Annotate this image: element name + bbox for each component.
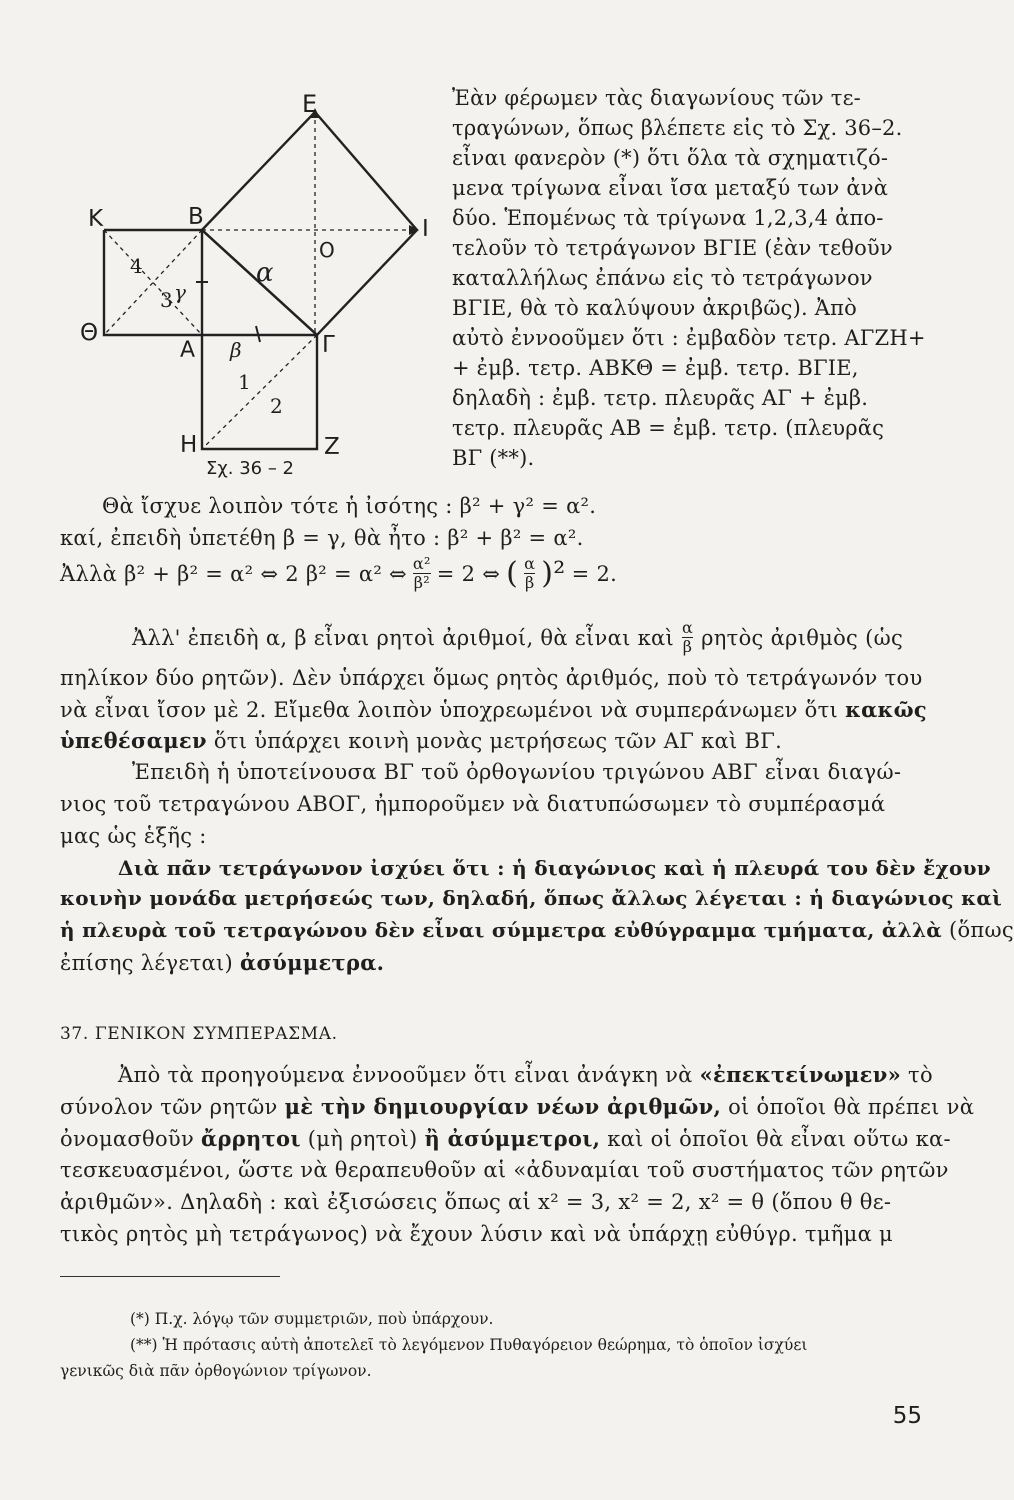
section-text [60,1062,975,1262]
label-h: Η [180,432,198,458]
text-line: καταλλήλως ἐπάνω εἰς τὸ τετράγωνον [452,266,873,290]
label-region-1: 1 [238,370,251,394]
footnote-3: γενικῶς διὰ πᾶν ὀρθογώνιον τρίγωνον. [60,1362,372,1380]
equation-3-end: = 2. [571,561,618,586]
left-paren: ( [506,556,519,592]
diagonal-g-h [202,335,317,449]
label-region-2: 2 [270,394,283,418]
figure-caption: Σχ. 36 – 2 [206,458,295,479]
fraction-numerator: α² [412,554,431,573]
fraction-alpha-beta [682,620,693,656]
equation-3-mid: = 2 ⇔ [436,561,501,586]
bold-segment: κακῶς [845,697,927,722]
bold-segment: ἢ ἀσύμμετροι, [424,1126,601,1151]
body-line-4 [60,728,782,753]
text-segment: ὀνομασθοῦν [60,1127,195,1151]
bold-segment: ὑπεθέσαμεν [60,728,207,753]
text-line: Ἐὰν φέρωμεν τὰς διαγωνίους τῶν τε- [452,86,861,110]
body-line-11 [60,950,384,975]
fraction-denominator: β² [413,572,430,592]
bold-segment: ἄρρητοι [201,1126,301,1151]
body-line-8: Διὰ πᾶν τετράγωνον ἰσχύει ὅτι : ἡ διαγώνιος καὶ ἡ πλευρά του δὲν ἔχουν [118,856,991,880]
section-line-1 [118,1062,933,1087]
label-e: Ε [302,90,318,118]
text-line: δύο. Ἑπομένως τὰ τρίγωνα 1,2,3,4 ἀπο- [452,206,884,230]
text-segment: νὰ εἶναι ἴσον μὲ 2. Εἴμεθα λοιπὸν ὑποχρεωμένοι νὰ συμπεράνωμεν ὅτι [60,698,839,722]
fraction-alpha-beta [524,556,535,592]
text-line: τραγώνων, ὅπως βλέπετε εἰς τὸ Σχ. 36–2. [452,116,903,140]
text-line: εἶναι φανερὸν (*) ὅτι ὅλα τὰ σχηματιζό- [452,146,889,170]
body-line-10 [60,918,1014,942]
fraction-denominator: β [524,572,535,592]
text-segment: ἐπίσης λέγεται) [60,951,234,975]
text-segment: (μὴ ρητοὶ) [307,1127,418,1151]
label-o: Ο [319,238,335,262]
label-alpha: α [256,258,274,288]
text-line: τελοῦν τὸ τετράγωνον ΒΓΙΕ (ἐὰν τεθοῦν [452,236,893,260]
label-g: Γ [322,332,335,358]
right-column-text [452,86,932,486]
body-line-2: πηλίκον δύο ρητῶν). Δὲν ὑπάρχει ὅμως ρητὸς ἀριθμός, ποὺ τὸ τετράγωνόν του [60,666,923,690]
section-line-3 [60,1126,951,1151]
equations-block [60,494,940,604]
label-b: Β [188,204,204,230]
label-gamma: γ [174,280,186,304]
equation-3-start: Ἀλλὰ β² + β² = α² ⇔ 2 β² = α² ⇔ [60,561,407,586]
equation-3 [60,556,617,592]
text-segment: οἱ ὁποῖοι θὰ πρέπει νὰ [728,1095,975,1119]
label-i: Ι [422,216,429,242]
text-line: ΒΓΙΕ, θὰ τὸ καλύψουν ἀκριβῶς). Ἀπὸ [452,296,857,320]
section-line-6: τικὸς ρητὸς μὴ τετράγωνος) νὰ ἔχουν λύσιν καὶ νὰ ὑπάρχῃ εὐθύγρ. τμῆμα μ [60,1222,894,1246]
bold-segment: «ἐπεκτείνωμεν» [699,1062,902,1087]
bold-segment: μὲ τὴν δημιουργίαν νέων ἀριθμῶν, [284,1094,722,1119]
text-line: + ἐμβ. τετρ. ΑΒΚΘ = ἐμβ. τετρ. ΒΓΙΕ, [452,356,859,380]
body-line-6: νιος τοῦ τετραγώνου ΑΒΟΓ, ἠμποροῦμεν νὰ διατυπώσωμεν τὸ συμπέρασμά [60,792,886,816]
label-region-3: 3 [160,288,173,312]
body-line-7: μας ὡς ἑξῆς : [60,824,207,848]
section-heading [60,1024,338,1044]
page-number: 55 [892,1403,922,1429]
bold-segment: ἀσύμμετρα. [240,950,385,975]
figure-36-2 [70,80,450,500]
fraction-alpha2-beta2 [413,556,431,592]
label-a: Α [180,338,196,363]
text-segment: (ὅπως [948,918,1014,942]
text-line: δηλαδὴ : ἐμβ. τετρ. πλευρᾶς ΑΓ + ἐμβ. [452,386,869,410]
text-line: αὐτὸ ἐννοοῦμεν ὅτι : ἐμβαδὸν τετρ. ΑΓΖΗ+ [452,326,926,350]
label-k: Κ [88,206,104,232]
text-segment: Ἀπὸ τὰ προηγούμενα ἐννοοῦμεν ὅτι εἶναι ἀνάγκη νὰ [118,1063,693,1087]
bold-segment: ἡ πλευρὰ τοῦ τετραγώνου δὲν εἶναι σύμμετρα εὐθύγραμμα τμήματα, ἀλλὰ [60,918,942,942]
fraction-denominator: β [682,636,693,656]
text-segment: ρητὸς ἀριθμὸς (ὡς [701,625,904,650]
equation-2: καί, ἐπειδὴ ὑπετέθη β = γ, θὰ ἦτο : β² + β² = α². [60,526,584,550]
text-segment: καὶ οἱ ὁποῖοι θὰ εἶναι οὕτω κα- [607,1127,951,1151]
fraction-numerator: α [524,554,536,573]
text-line: μενα τρίγωνα εἶναι ἴσα μεταξύ των ἀνὰ [452,176,889,200]
fraction-numerator: α [682,618,694,637]
text-segment: ὅτι ὑπάρχει κοινὴ μονὰς μετρήσεως τῶν ΑΓ καὶ ΒΓ. [213,729,783,753]
label-z: Ζ [324,434,340,460]
text-line: τετρ. πλευρᾶς ΑΒ = ἐμβ. τετρ. (πλευρᾶς [452,416,885,440]
body-line-5: Ἐπειδὴ ἡ ὑποτείνουσα ΒΓ τοῦ ὀρθογωνίου τριγώνου ΑΒΓ εἶναι διαγώ- [132,760,902,784]
square-bgie [202,112,417,335]
text-segment: Ἀλλ' ἐπειδὴ α, β εἶναι ρητοὶ ἀριθμοί, θὰ εἶναι καὶ [132,625,675,650]
body-line-9: κοινὴν μονάδα μετρήσεώς των, δηλαδή, ὅπως ἄλλως λέγεται : ἡ διαγώνιος καὶ [60,886,1003,910]
section-line-5: ἀριθμῶν». Δηλαδὴ : καὶ ἐξισώσεις ὅπως αἱ x² = 3, x² = 2, x² = θ (ὅπου θ θε- [60,1190,892,1214]
body-text [60,618,1014,980]
geometry-diagram [70,80,450,500]
section-line-4: τεσκευασμένοι, ὥστε νὰ θεραπευθοῦν αἱ «ἀδυναμίαι τοῦ συστήματος τῶν ρητῶν [60,1158,949,1182]
section-line-2 [60,1094,974,1119]
section-heading-text: 37. ΓΕΝΙΚΟΝ ΣΥΜΠΕΡΑΣΜΑ. [60,1024,338,1044]
text-segment: σύνολον τῶν ρητῶν [60,1095,278,1119]
right-paren: )² [541,556,566,592]
body-line-3 [60,697,927,722]
equation-1: Θὰ ἴσχυε λοιπὸν τότε ἡ ἰσότης : β² + γ² = α². [102,494,597,518]
label-beta: β [230,338,242,362]
label-region-4: 4 [130,254,143,278]
footnote-2: (**) Ἡ πρότασις αὐτὴ ἀποτελεῖ τὸ λεγόμενον Πυθαγόρειον θεώρημα, τὸ ὁποῖον ἰσχύει [130,1336,808,1354]
body-line-1 [132,620,903,656]
text-line: ΒΓ (**). [452,446,535,470]
text-segment: τὸ [908,1063,933,1087]
footnote-1: (*) Π.χ. λόγῳ τῶν συμμετριῶν, ποὺ ὑπάρχουν. [130,1310,494,1328]
footnote-rule [60,1276,280,1277]
label-theta: Θ [80,320,99,346]
